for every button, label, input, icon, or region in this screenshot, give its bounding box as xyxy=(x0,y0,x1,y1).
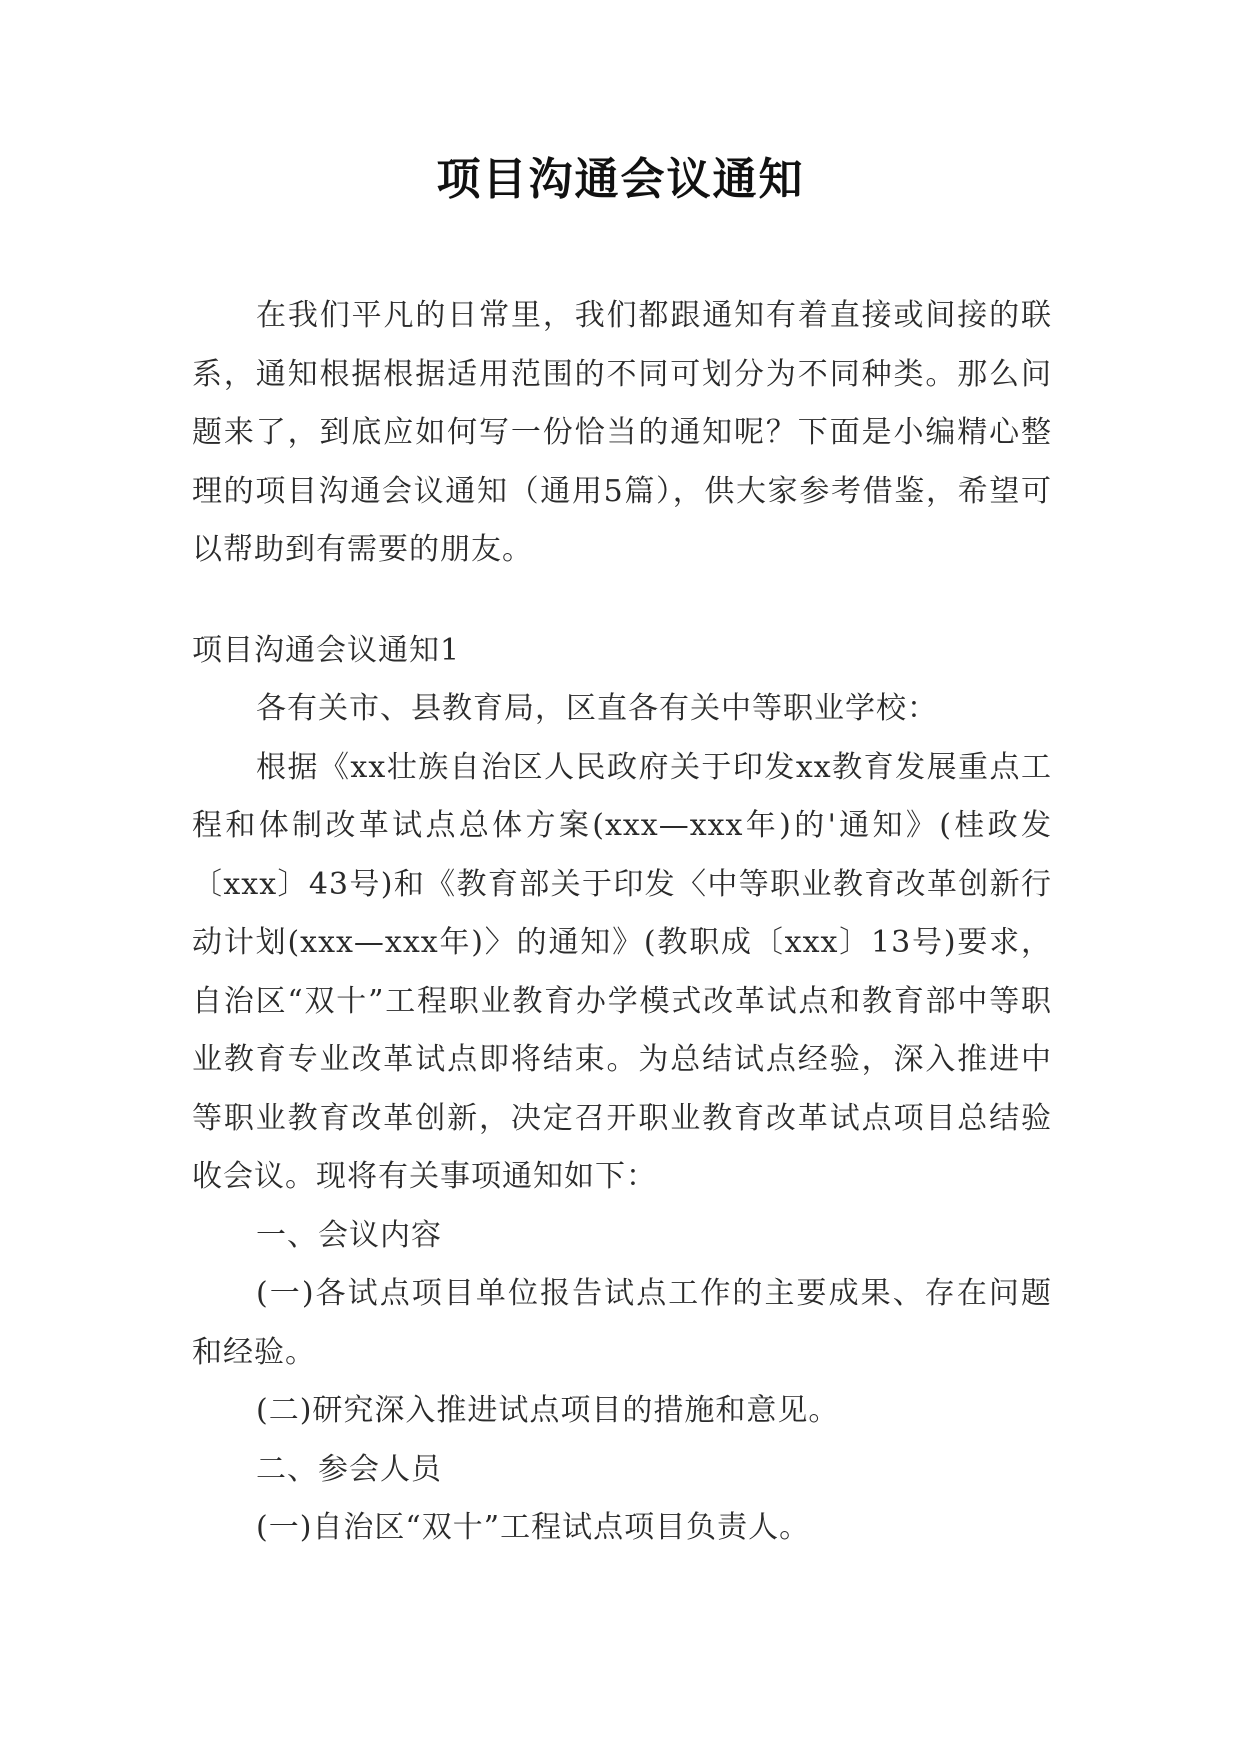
item-2-1-paragraph: (一)自治区“双十”工程试点项目负责人。 xyxy=(256,1510,811,1545)
item-1-1-paragraph: (一)各试点项目单位报告试点工作的主要成果、存在问题和经验。 xyxy=(192,1276,1052,1370)
salutation-paragraph: 各有关市、县教育局，区直各有关中等职业学校： xyxy=(256,691,938,726)
item-1-2-paragraph: (二)研究深入推进试点项目的措施和意见。 xyxy=(256,1393,840,1428)
item-1-heading: 一、会议内容 xyxy=(256,1217,442,1253)
item-2-heading: 二、参会人员 xyxy=(256,1451,442,1487)
intro-paragraph: 在我们平凡的日常里，我们都跟通知有着直接或间接的联系，通知根据根据适用范围的不同可划分为不同种类。那么问题来了，到底应如何写一份恰当的通知呢？下面是小编精心整理的项目沟通会议通知（通用5篇），供大家参考借鉴，希望可以帮助到有需要的朋友。 xyxy=(192,298,1052,567)
body-paragraph: 根据《xx壮族自治区人民政府关于印发xx教育发展重点工程和体制改革试点总体方案(xxx—xxx年)的'通知》(桂政发〔xxx〕43号)和《教育部关于印发〈中等职业教育改革创新行动计划(xxx—xxx年)〉的通知》(教职成〔xxx〕13号)要求，自治区“双十”工程职业教育办学模式改革试点和教育部中等职业教育专业改革试点即将结束。为总结试点经验，深入推进中等职业教育改革创新，决定召开职业教育改革试点项目总结验收会议。现将有关事项通知如下： xyxy=(192,749,1052,1194)
paragraph-spacer xyxy=(192,580,1052,622)
document-title: 项目沟通会议通知 xyxy=(436,154,805,205)
section-heading: 项目沟通会议通知1 xyxy=(192,632,461,668)
document-body xyxy=(192,287,1052,1558)
